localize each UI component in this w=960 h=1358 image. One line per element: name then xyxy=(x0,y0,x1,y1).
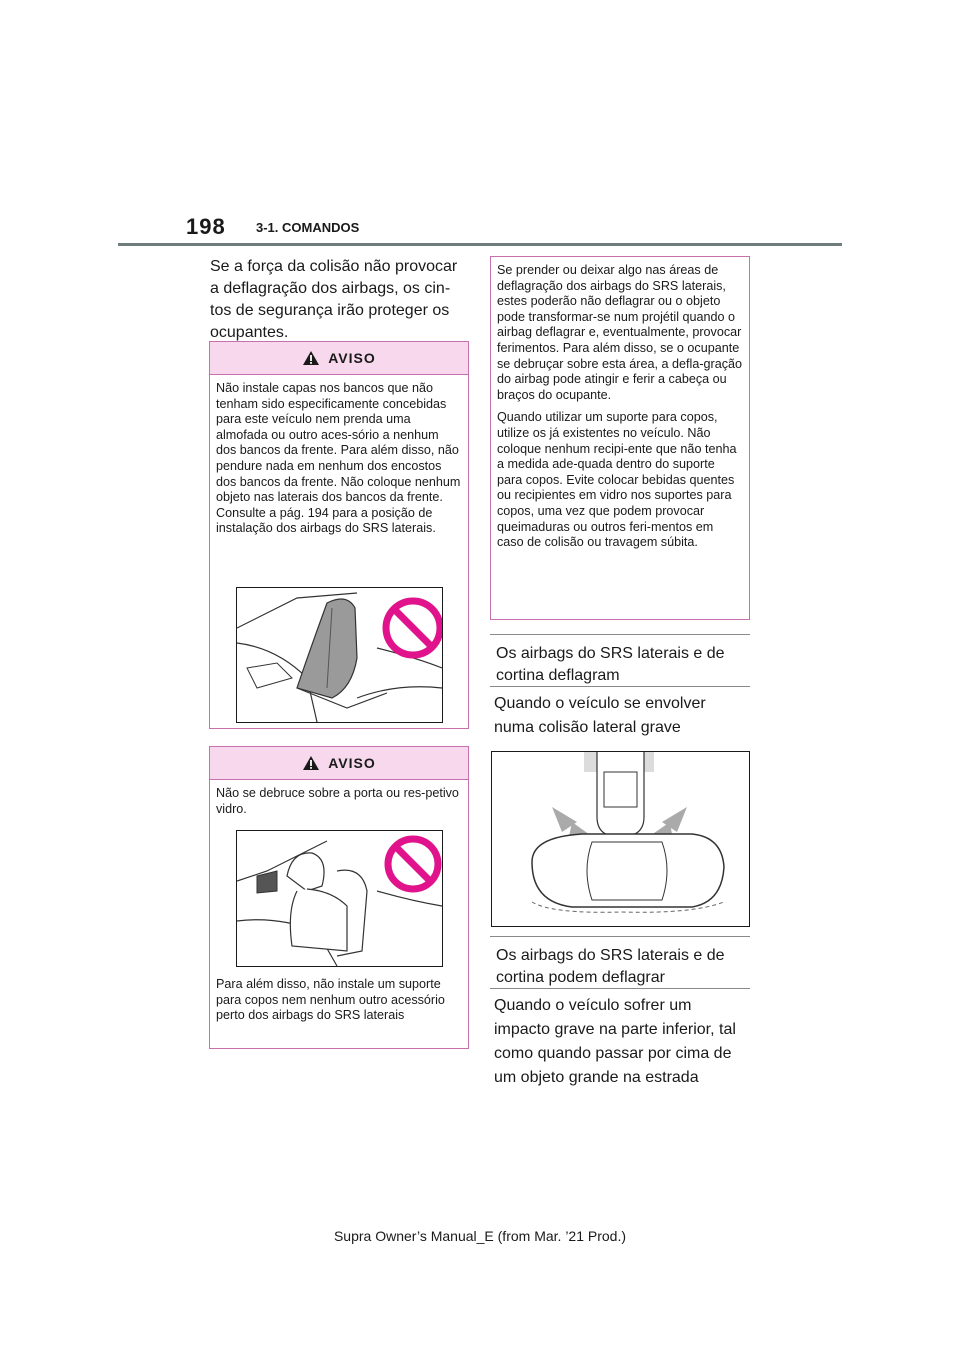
warning-box-seat-covers xyxy=(209,341,469,729)
may-deploy-heading: Os airbags do SRS laterais e de cortina podem deflagrar xyxy=(490,936,750,989)
deploy-condition: Quando o veículo se envolver numa colisão lateral grave xyxy=(494,695,706,736)
side-collision-drawing xyxy=(492,752,749,926)
occupant-leaning-drawing xyxy=(237,831,442,966)
warning-box-continued xyxy=(490,256,750,620)
warning-header xyxy=(210,747,468,780)
deploy-heading: Os airbags do SRS laterais e de cortina deflagram xyxy=(490,634,750,687)
warning-title: AVISO xyxy=(328,350,376,366)
intro-paragraph: Se a força da colisão não provocar a deflagração dos airbags, os cin-tos de segurança irão proteger os ocupantes. xyxy=(210,258,458,341)
may-deploy-condition: Quando o veículo sofrer um impacto grave na parte inferior, tal como quando passar por cima de um objeto grande na estrada xyxy=(494,997,736,1086)
warning-triangle-icon xyxy=(302,350,320,366)
page-number: 198 xyxy=(186,214,226,239)
warning-text-top: Não se debruce sobre a porta ou res-petivo vidro. xyxy=(216,786,459,816)
warning-text-bottom: Para além disso, não instale um suporte para copos nem nenhum outro acessório perto dos airbags do SRS laterais xyxy=(216,977,445,1023)
seat-cover-illustration xyxy=(236,587,443,723)
occupant-leaning-illustration xyxy=(236,830,443,967)
section-title: 3-1. COMANDOS xyxy=(256,220,360,235)
side-collision-illustration xyxy=(491,751,750,927)
warning-title: AVISO xyxy=(328,755,376,771)
footer: Supra Owner’s Manual_E (from Mar. ’21 Prod.) xyxy=(333,1228,627,1244)
warning-text-1: Se prender ou deixar algo nas áreas de deflagração dos airbags do SRS laterais, estes poderão não deflagrar ou o objeto pode transformar-se num projétil quando o airbag deflagrar e, eventualmente, provocar ferimentos. Para além disso, se o ocupante se debruçar sobre esta área, a defla-gração do airbag pode atingir e ferir a cabeça ou braços do ocupante. xyxy=(497,263,743,402)
header-rule xyxy=(118,243,842,246)
warning-text-2: Quando utilizar um suporte para copos, utilize os já existentes no veículo. Não coloque nenhum recipi-ente que não tenha a medida ade-quada dentro do suporte para copos. Evite colocar bebidas quentes ou recipientes em vidro nos suportes para copos, uma vez que podem provocar queimaduras ou outros feri-mentos em caso de colisão ou travagem súbita. xyxy=(497,410,737,550)
seat-with-cover-drawing xyxy=(237,588,442,722)
warning-box-lean-on-door xyxy=(209,746,469,1049)
warning-triangle-icon xyxy=(302,755,320,771)
warning-text: Não instale capas nos bancos que não tenham sido especificamente concebidas para este veículo nem prenda uma almofada ou outro aces-sório a nenhum dos bancos da frente. Para além disso, não pendure nada em nenhum dos encostos dos bancos da frente. Não coloque nenhum objeto nas laterais dos bancos da frente. Consulte a pág. 194 para a posição de instalação dos airbags do SRS laterais. xyxy=(216,381,461,536)
warning-header xyxy=(210,342,468,375)
